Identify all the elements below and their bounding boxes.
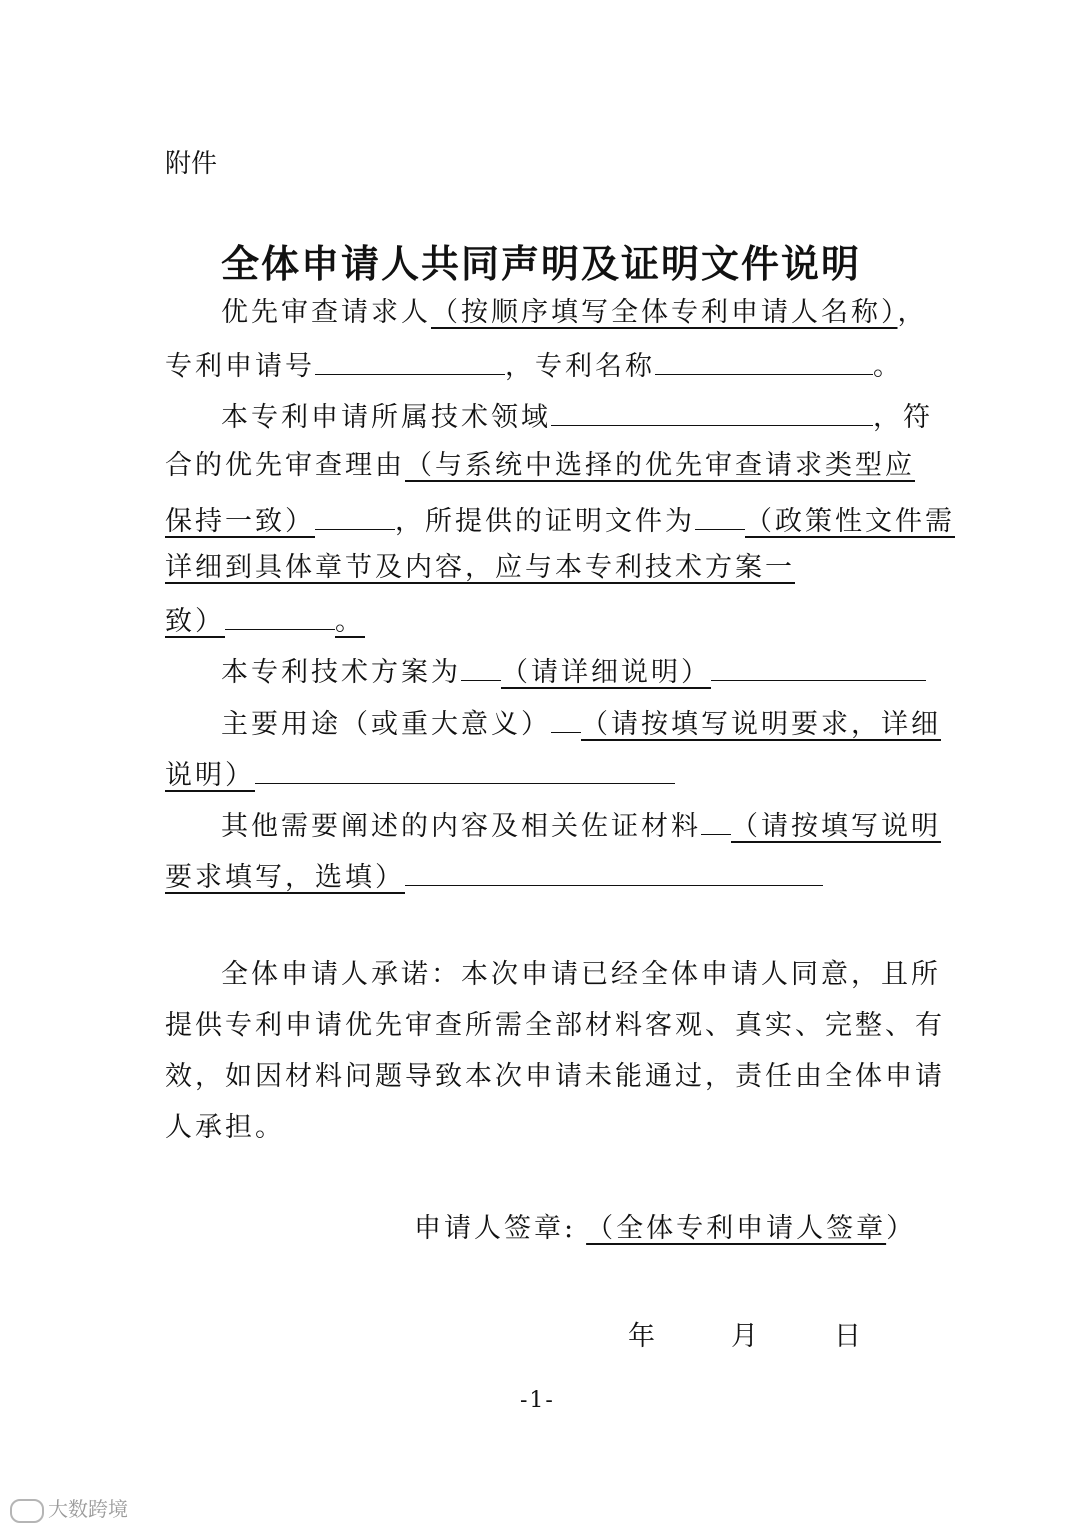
tech-field-tail: ，符 (873, 402, 933, 433)
main-use-line-2 (165, 757, 675, 791)
pledge-line-4: 人承担。 (165, 1112, 285, 1143)
date-month: 月 (731, 1321, 758, 1352)
watermark (10, 1493, 128, 1523)
paragraph-tech-solution (221, 654, 926, 688)
other-content-fill-cont: 要求填写，选填） (165, 862, 405, 893)
main-use-blank-end (255, 757, 675, 784)
signature-tail: ） (886, 1213, 917, 1244)
watermark-logo-icon (10, 1499, 44, 1523)
signature-label: 申请人签章: (414, 1213, 577, 1244)
tech-solution-blank-b (711, 654, 926, 681)
requester-tail: ， (897, 297, 928, 328)
priority-reason-line (165, 451, 915, 481)
main-use-fill-cont: 说明） (165, 760, 255, 791)
watermark-text: 大数跨境 (48, 1497, 128, 1521)
main-use-fill: （请按填写说明要求，详细 (581, 709, 941, 740)
evidence-fill: （政策性文件需 (745, 506, 955, 537)
signature-fill: （全体专利申请人签章 (586, 1213, 887, 1244)
evidence-blank (695, 503, 745, 530)
application-number-end: 。 (873, 351, 903, 382)
patent-name-label: ，专利名称 (505, 351, 655, 382)
evidence-period: 。 (335, 606, 365, 637)
priority-reason-label: 合的优先审查理由 (165, 450, 405, 481)
date-day: 日 (834, 1321, 861, 1352)
pledge-line-1: 全体申请人承诺：本次申请已经全体申请人同意，且所 (221, 959, 941, 990)
tech-solution-blank-a (461, 654, 501, 681)
page-number: -1- (520, 1388, 555, 1413)
other-content-blank (701, 808, 731, 835)
signature-line (414, 1214, 916, 1244)
date-year: 年 (628, 1321, 655, 1352)
application-number-blank (315, 348, 505, 375)
evidence-blank-end (225, 603, 335, 630)
paragraph-application-number (165, 348, 903, 382)
priority-reason-blank (315, 503, 395, 530)
evidence-fill-end: 致） (165, 606, 225, 637)
other-content-label: 其他需要阐述的内容及相关佐证材料 (221, 811, 701, 842)
pledge-line-2: 提供专利申请优先审查所需全部材料客观、真实、完整、有 (165, 1010, 945, 1041)
other-content-line-2 (165, 859, 823, 893)
evidence-line (165, 503, 955, 537)
evidence-label: ，所提供的证明文件为 (395, 506, 695, 537)
requester-fill: （按顺序填写全体专利申请人名称） (431, 297, 898, 328)
paragraph-tech-field (221, 399, 933, 433)
other-content-blank-end (405, 859, 823, 886)
evidence-line-2 (165, 553, 795, 583)
application-number-label: 专利申请号 (165, 351, 315, 382)
priority-reason-fill-cont: 保持一致） (165, 506, 315, 537)
document-title: 全体申请人共同声明及证明文件说明 (221, 242, 862, 286)
attachment-label: 附件 (165, 149, 218, 179)
paragraph-main-use (221, 706, 941, 740)
tech-field-blank (551, 399, 873, 426)
paragraph-other-content (221, 808, 941, 842)
patent-name-blank (655, 348, 873, 375)
main-use-label: 主要用途（或重大意义） (221, 709, 551, 740)
priority-reason-fill: （与系统中选择的优先审查请求类型应 (405, 450, 915, 481)
tech-field-label: 本专利申请所属技术领域 (221, 402, 551, 433)
tech-solution-fill: （请详细说明） (501, 657, 711, 688)
pledge-line-3: 效，如因材料问题导致本次申请未能通过，责任由全体申请 (165, 1061, 945, 1092)
other-content-fill: （请按填写说明 (731, 811, 941, 842)
evidence-fill-cont: 详细到具体章节及内容，应与本专利技术方案一 (165, 552, 795, 583)
tech-solution-label: 本专利技术方案为 (221, 657, 461, 688)
main-use-blank (551, 706, 581, 733)
paragraph-requester (221, 298, 928, 328)
evidence-line-3 (165, 603, 365, 637)
requester-label: 优先审查请求人 (221, 297, 431, 328)
